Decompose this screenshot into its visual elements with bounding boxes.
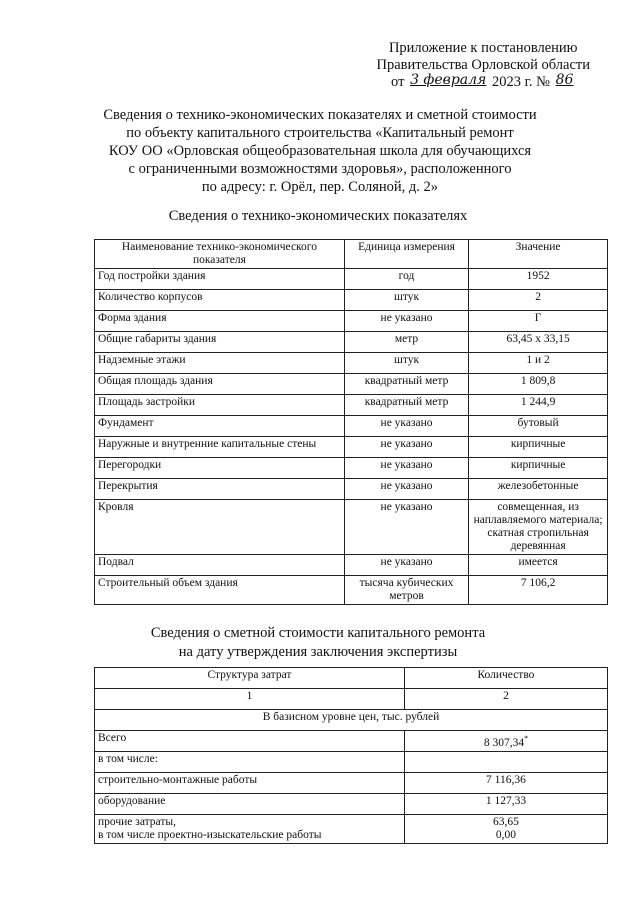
header-cell: Значение [469, 240, 608, 269]
header-cell: Количество [404, 668, 607, 689]
handwritten-date: 3 февраля [410, 72, 487, 88]
cell: Площадь застройки [95, 395, 345, 416]
cost-table [94, 667, 608, 844]
cell: 1 809,8 [469, 374, 608, 395]
other-label-1: прочие затраты, [98, 816, 176, 828]
cell: не указано [344, 437, 468, 458]
section2-title [60, 624, 576, 662]
subheader-cell: В базисном уровне цен, тыс. рублей [95, 710, 608, 731]
cell: Год постройки здания [95, 269, 345, 290]
document-title [60, 106, 580, 196]
cell: кирпичные [469, 437, 608, 458]
cell: Общие габариты здания [95, 332, 345, 353]
table-row [95, 500, 608, 555]
cell: Кровля [95, 500, 345, 555]
other-label-2: в том числе проектно-изыскательские работы [98, 829, 322, 841]
table-row [95, 290, 608, 311]
cell: бутовый [469, 416, 608, 437]
cell: штук [344, 353, 468, 374]
cell: квадратный метр [344, 395, 468, 416]
appendix-line2: Правительства Орловской области [376, 57, 590, 73]
cell: 7 106,2 [469, 576, 608, 605]
table-row [95, 731, 608, 752]
cell: не указано [344, 458, 468, 479]
other-value-1: 63,65 [493, 816, 519, 828]
table-number-row [95, 689, 608, 710]
title-line1: Сведения о технико-экономических показателях и сметной стоимости [103, 107, 537, 123]
cell: 2 [469, 290, 608, 311]
cell: Перегородки [95, 458, 345, 479]
table-header-row [95, 668, 608, 689]
appendix-year: 2023 г. № [491, 74, 550, 90]
handwritten-number: 86 [555, 72, 574, 88]
cell: 2 [404, 689, 607, 710]
cell: железобетонные [469, 479, 608, 500]
other-value-2: 0,00 [495, 829, 516, 841]
cell: 1 127,33 [404, 794, 607, 815]
title-line3: КОУ ОО «Орловская общеобразовательная школа для обучающихся [108, 143, 532, 159]
cell: не указано [344, 416, 468, 437]
table-row [95, 752, 608, 773]
cell: штук [344, 290, 468, 311]
cell: Всего [95, 731, 405, 752]
cell: метр [344, 332, 468, 353]
table-row [95, 794, 608, 815]
cell: не указано [344, 311, 468, 332]
footnote-mark: * [524, 734, 529, 743]
cell: не указано [344, 479, 468, 500]
cell: Общая площадь здания [95, 374, 345, 395]
cell: Наружные и внутренние капитальные стены [95, 437, 345, 458]
section1-title: Сведения о технико-экономических показателях [168, 208, 468, 224]
appendix-line3 [377, 74, 591, 91]
total-value: 8 307,34 [483, 736, 525, 749]
cell: 1 244,9 [469, 395, 608, 416]
title-line2: по объекту капитального строительства «Капитальный ремонт [126, 125, 514, 141]
table-row [95, 269, 608, 290]
tech-indicators-table [94, 239, 608, 605]
table-row [95, 773, 608, 794]
appendix-prefix: от [391, 74, 405, 90]
header-cell: Наименование технико-экономического показателя [95, 240, 345, 269]
cell [95, 815, 405, 844]
cell: 1 [95, 689, 405, 710]
cell: не указано [344, 555, 468, 576]
table-subheader-row [95, 710, 608, 731]
table-row [95, 437, 608, 458]
cell: Перекрытия [95, 479, 345, 500]
table-header-row [95, 240, 608, 269]
table-row [95, 458, 608, 479]
table-row [95, 374, 608, 395]
cell: оборудование [95, 794, 405, 815]
table-row [95, 332, 608, 353]
cell [404, 752, 607, 773]
cell: 1 и 2 [469, 353, 608, 374]
cell: не указано [344, 500, 468, 555]
cell: 1952 [469, 269, 608, 290]
cell: строительно-монтажные работы [95, 773, 405, 794]
header-cell: Структура затрат [95, 668, 405, 689]
cell: кирпичные [469, 458, 608, 479]
cell: 7 116,36 [404, 773, 607, 794]
table-row [95, 416, 608, 437]
cell: Количество корпусов [95, 290, 345, 311]
table-row [95, 395, 608, 416]
cell: Г [469, 311, 608, 332]
cell: Фундамент [95, 416, 345, 437]
table-row [95, 311, 608, 332]
table-row [95, 815, 608, 844]
cell: тысяча кубических метров [344, 576, 468, 605]
table-row [95, 576, 608, 605]
header-cell: Единица измерения [344, 240, 468, 269]
section2-line1: Сведения о сметной стоимости капитального ремонта [150, 625, 486, 641]
table-row [95, 555, 608, 576]
cell: 63,45 х 33,15 [469, 332, 608, 353]
table-row [95, 353, 608, 374]
cell [404, 815, 607, 844]
cell: год [344, 269, 468, 290]
cell: Форма здания [95, 311, 345, 332]
cell: квадратный метр [344, 374, 468, 395]
title-line4: с ограниченными возможностями здоровья», расположенного [128, 161, 512, 177]
table-row [95, 479, 608, 500]
cell: совмещенная, из наплавляемого материала; скатная стропильная деревянная [469, 500, 608, 555]
cell: Надземные этажи [95, 353, 345, 374]
cell: Подвал [95, 555, 345, 576]
appendix-line1: Приложение к постановлению [388, 40, 578, 56]
cell: в том числе: [95, 752, 405, 773]
cell: имеется [469, 555, 608, 576]
title-line5: по адресу: г. Орёл, пер. Соляной, д. 2» [201, 179, 439, 195]
cell [404, 731, 607, 752]
appendix-block [377, 40, 591, 91]
cell: Строительный объем здания [95, 576, 345, 605]
section2-line2: на дату утверждения заключения экспертизы [178, 644, 458, 660]
